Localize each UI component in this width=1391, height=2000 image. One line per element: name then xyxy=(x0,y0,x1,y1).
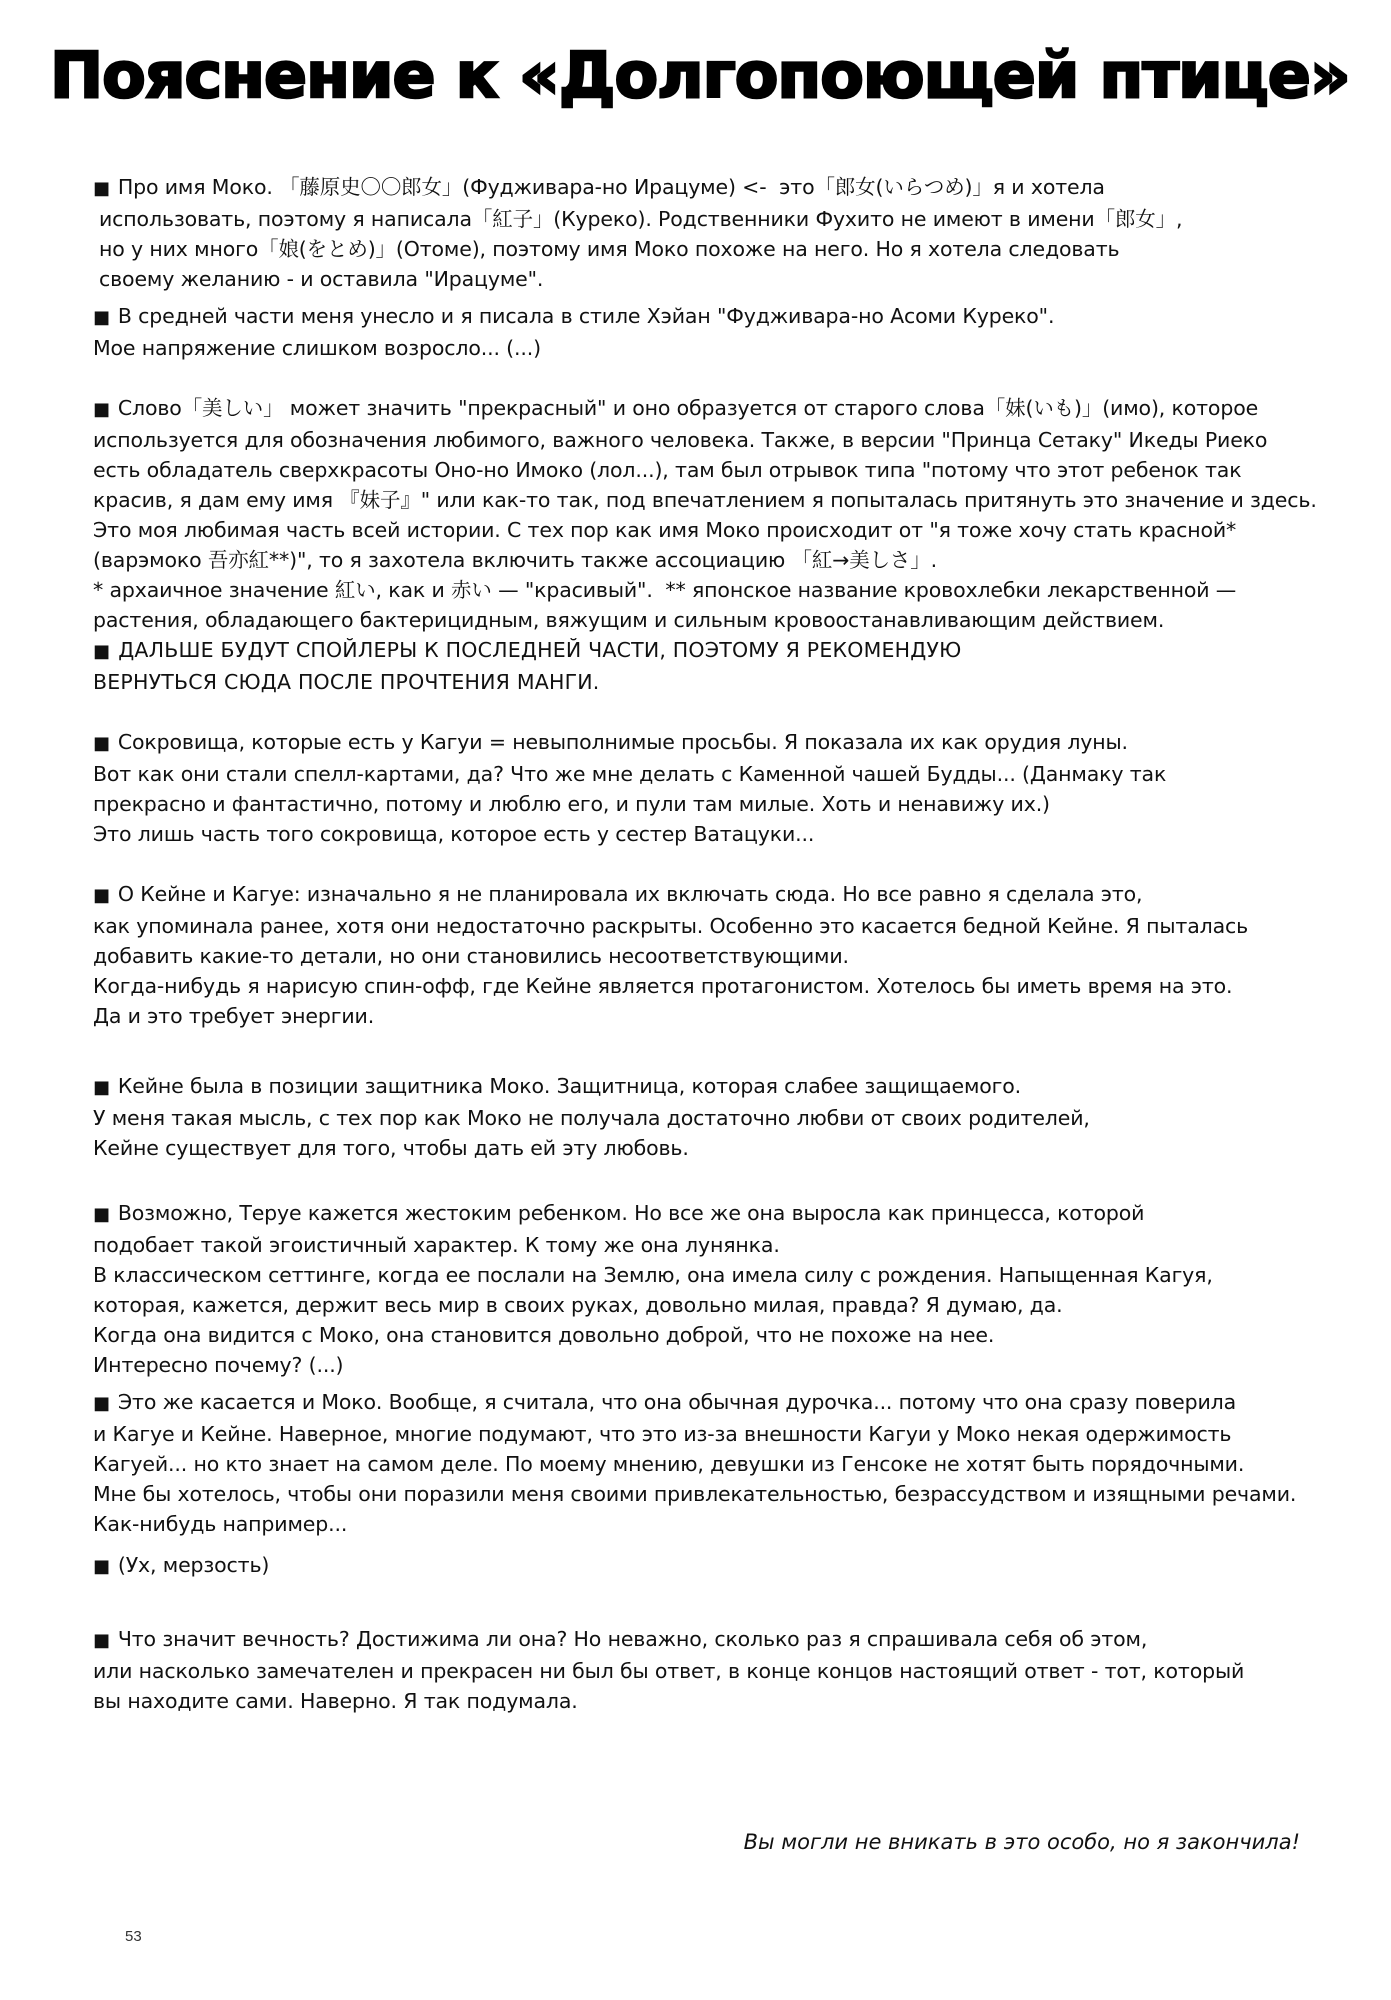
paragraph-line: Это моя любимая часть всей истории. С тех пор как имя Моко происходит от "я тоже хочу стать красной* xyxy=(93,518,1237,542)
bullet-square-icon: ■ xyxy=(93,733,110,754)
note-paragraph-eternity xyxy=(93,1624,1383,1716)
paragraph-line: Это лишь часть того сокровища, которое есть у сестер Ватацуки... xyxy=(93,822,815,846)
note-paragraph-spoiler-warning xyxy=(93,635,1383,697)
note-paragraph-beautiful-word xyxy=(93,393,1383,635)
paragraph-line: прекрасно и фантастично, потому и люблю его, и пули там милые. Хоть и ненавижу их.) xyxy=(93,792,1050,816)
paragraph-line: как упоминала ранее, хотя они недостаточно раскрыты. Особенно это касается бедной Кейне. Я пыталась xyxy=(93,914,1249,938)
paragraph-line: или насколько замечателен и прекрасен ни был бы ответ, в конце концов настоящий ответ - тот, который xyxy=(93,1659,1245,1683)
paragraph-line: (Ух, мерзость) xyxy=(117,1553,270,1577)
bullet-square-icon: ■ xyxy=(93,1077,110,1098)
paragraph-line: которая, кажется, держит весь мир в своих руках, довольно милая, правда? Я думаю, да. xyxy=(93,1293,1063,1317)
paragraph-line: использовать, поэтому я написала「紅子」(Куреко). Родственники Фухито не имеют в имени「郎女」, xyxy=(99,207,1183,231)
paragraph-line: В средней части меня унесло и я писала в стиле Хэйан "Фудживара-но Асоми Куреко". xyxy=(117,304,1055,328)
paragraph-line: используется для обозначения любимого, важного человека. Также, в версии "Принца Сетаку" Икеды Риеко xyxy=(93,428,1268,452)
bullet-square-icon: ■ xyxy=(93,641,111,662)
paragraph-line: своему желанию - и оставила "Ирацуме". xyxy=(99,267,544,291)
paragraph-line: Вот как они стали спелл-картами, да? Что же мне делать с Каменной чашей Будды... (Данмаку так xyxy=(93,762,1167,786)
paragraph-line: Мое напряжение слишком возросло... (...) xyxy=(93,336,541,360)
paragraph-line: Кейне существует для того, чтобы дать ей эту любовь. xyxy=(93,1136,689,1160)
paragraph-line: Мне бы хотелось, чтобы они поразили меня своими привлекательностью, безрассудством и изящными речами. xyxy=(93,1482,1297,1506)
paragraph-line: Сокровища, которые есть у Кагуи = невыполнимые просьбы. Я показала их как орудия луны. xyxy=(117,730,1128,754)
page-title: Пояснение к «Долгопоющей птице» xyxy=(50,38,1350,112)
paragraph-line: Про имя Моко. 「藤原史〇〇郎女」(Фудживара-но Ирацуме) <- это「郎女(いらつめ)」я и хотела xyxy=(117,175,1105,199)
paragraph-line: Возможно, Теруе кажется жестоким ребенком. Но все же она выросла как принцесса, которой xyxy=(117,1201,1145,1225)
page-number: 53 xyxy=(125,1928,142,1945)
note-paragraph-name-moko xyxy=(93,172,1383,294)
bullet-square-icon: ■ xyxy=(93,178,110,199)
paragraph-line: О Кейне и Кагуе: изначально я не планировала их включать сюда. Но все равно я сделала это, xyxy=(117,882,1143,906)
note-paragraph-teruyo xyxy=(93,1198,1383,1380)
paragraph-line: Кагуей... но кто знает на самом деле. По моему мнению, девушки из Генсоке не хотят быть порядочными. xyxy=(93,1452,1245,1476)
closing-remark: Вы могли не вникать в это особо, но я закончила! xyxy=(743,1830,1300,1854)
paragraph-line: У меня такая мысль, с тех пор как Моко не получала достаточно любви от своих родителей, xyxy=(93,1106,1090,1130)
paragraph-line: растения, обладающего бактерицидным, вяжущим и сильным кровоостанавливающим действием. xyxy=(93,608,1165,632)
paragraph-line: Интересно почему? (...) xyxy=(93,1353,344,1377)
paragraph-line: добавить какие-то детали, но они становились несоответствующими. xyxy=(93,944,849,968)
paragraph-line: В классическом сеттинге, когда ее послали на Землю, она имела силу с рождения. Напыщенная Кагуя, xyxy=(93,1263,1213,1287)
paragraph-line: и Кагуе и Кейне. Наверное, многие подумают, что это из-за внешности Кагуи у Моко некая одержимость xyxy=(93,1422,1232,1446)
paragraph-line: ВЕРНУТЬСЯ СЮДА ПОСЛЕ ПРОЧТЕНИЯ МАНГИ. xyxy=(93,670,600,694)
paragraph-line: Как-нибудь например... xyxy=(93,1512,348,1536)
paragraph-line: но у них много「娘(をとめ)」(Отоме), поэтому имя Моко похоже на него. Но я хотела следовать xyxy=(99,237,1120,261)
paragraph-line: красив, я дам ему имя 『妹子』" или как-то так, под впечатлением я попыталась притянуть это значение и здесь. xyxy=(93,488,1317,512)
bullet-square-icon: ■ xyxy=(93,1393,110,1414)
bullet-square-icon: ■ xyxy=(93,1630,110,1651)
note-paragraph-moko xyxy=(93,1387,1383,1539)
note-paragraph-keine-protector xyxy=(93,1071,1383,1163)
notes-body xyxy=(93,172,1383,1716)
paragraph-line: есть обладатель сверхкрасоты Оно-но Имоко (лол...), там был отрывок типа "потому что этот ребенок так xyxy=(93,458,1242,482)
paragraph-line: Да и это требует энергии. xyxy=(93,1004,375,1028)
paragraph-line: Когда она видится с Моко, она становится довольно доброй, что не похоже на нее. xyxy=(93,1323,995,1347)
note-paragraph-heian-style xyxy=(93,301,1383,363)
paragraph-line: ДАЛЬШЕ БУДУТ СПОЙЛЕРЫ К ПОСЛЕДНЕЙ ЧАСТИ, ПОЭТОМУ Я РЕКОМЕНДУЮ xyxy=(118,638,962,662)
paragraph-line: * архаичное значение 紅い, как и 赤い — "красивый". ** японское название кровохлебки лекарственной — xyxy=(93,578,1237,602)
bullet-square-icon: ■ xyxy=(93,1556,110,1577)
bullet-square-icon: ■ xyxy=(93,399,110,420)
paragraph-line: Когда-нибудь я нарисую спин-офф, где Кейне является протагонистом. Хотелось бы иметь время на это. xyxy=(93,974,1233,998)
paragraph-line: вы находите сами. Наверно. Я так подумала. xyxy=(93,1689,578,1713)
paragraph-line: Что значит вечность? Достижима ли она? Но неважно, сколько раз я спрашивала себя об этом, xyxy=(117,1627,1148,1651)
paragraph-line: Кейне была в позиции защитника Моко. Защитница, которая слабее защищаемого. xyxy=(117,1074,1022,1098)
bullet-square-icon: ■ xyxy=(93,1204,110,1225)
paragraph-line: подобает такой эгоистичный характер. К тому же она лунянка. xyxy=(93,1233,780,1257)
note-paragraph-treasures xyxy=(93,727,1383,849)
bullet-square-icon: ■ xyxy=(93,885,110,906)
note-paragraph-keine-kaguya xyxy=(93,879,1383,1031)
paragraph-line: Это же касается и Моко. Вообще, я считала, что она обычная дурочка... потому что она сразу поверила xyxy=(117,1390,1237,1414)
paragraph-line: Слово「美しい」 может значить "прекрасный" и оно образуется от старого слова「妹(いも)」(имо), которое xyxy=(117,396,1259,420)
note-paragraph-aside xyxy=(93,1550,1383,1582)
bullet-square-icon: ■ xyxy=(93,307,110,328)
paragraph-line: (варэмоко 吾亦紅**)", то я захотела включить также ассоциацию 「紅→美しさ」. xyxy=(93,548,937,572)
